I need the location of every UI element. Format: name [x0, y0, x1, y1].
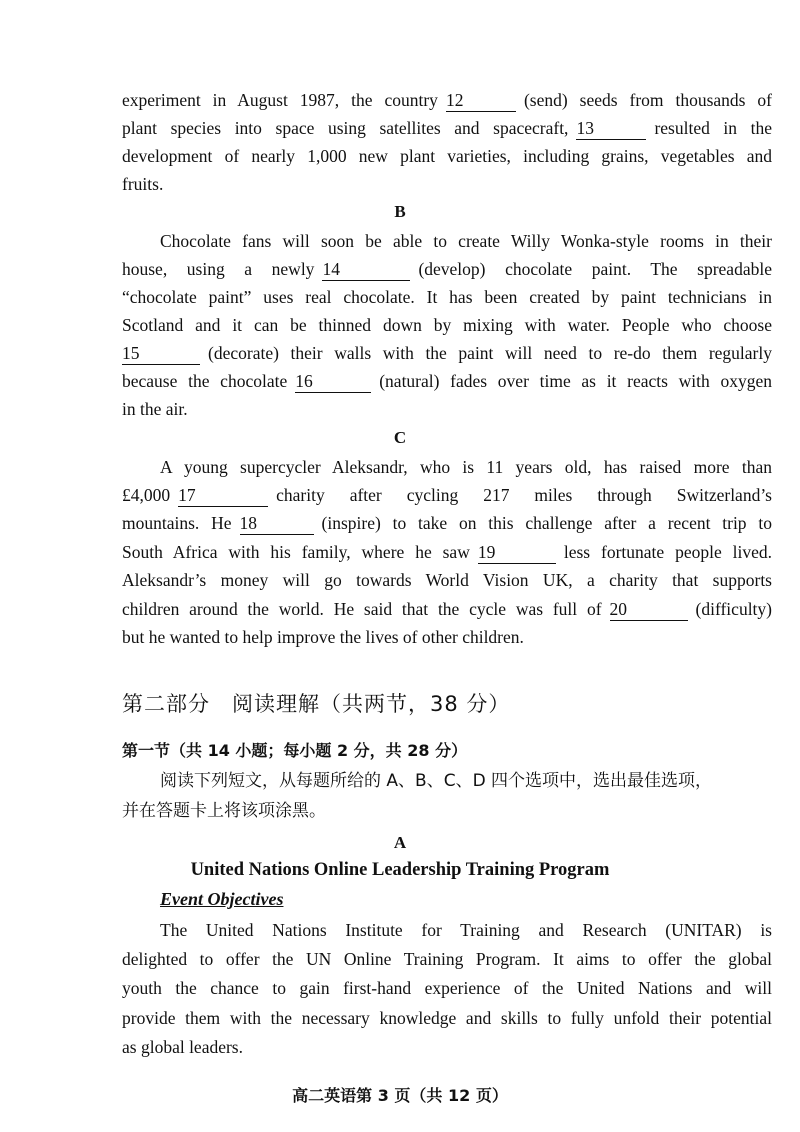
instructions-line-1: 阅读下列短文，从每题所给的 A、B、C、D 四个选项中，选出最佳选项， — [160, 771, 713, 791]
passage-c-line-7: but he wanted to help improve the lives of other children. — [122, 627, 524, 647]
blank-19: 19 — [478, 541, 556, 564]
blank-17: 17 — [178, 484, 268, 507]
article-a-label: A — [393, 833, 407, 852]
article-line-5: as global leaders. — [122, 1037, 243, 1057]
article-title: United Nations Online Leadership Training Program — [190, 860, 610, 880]
page-footer: 高二英语第 3 页（共 12 页） — [292, 1086, 508, 1105]
blank-14: 14 — [322, 258, 410, 281]
section1-heading: 第一节（共 14 小题；每小题 2 分，共 28 分） — [122, 741, 468, 760]
passage-a-line-1: experiment in August 1987, the country 12 (send) seeds from thousands of — [122, 90, 773, 110]
passage-c-label: C — [393, 428, 407, 447]
blank-18: 18 — [240, 512, 314, 535]
article-line-2: delighted to offer the UN Online Training Program. It aims to offer the global — [122, 949, 772, 969]
passage-b-line-3: “chocolate paint” uses real chocolate. It has been created by paint technicians in — [122, 287, 772, 307]
passage-c-line-6: children around the world. He said that the cycle was full of 20 (difficulty) — [122, 599, 772, 619]
passage-a-line-4: fruits. — [122, 174, 164, 194]
passage-b-line-1: Chocolate fans will soon be able to create Willy Wonka-style rooms in their — [160, 231, 772, 251]
blank-15: 15 — [122, 342, 200, 365]
passage-b-line-7: in the air. — [122, 399, 188, 419]
event-objectives-subheading: Event Objectives — [160, 889, 284, 909]
blank-13: 13 — [576, 117, 646, 140]
passage-b-line-4: Scotland and it can be thinned down by mixing with water. People who choose — [122, 315, 772, 335]
part2-heading: 第二部分 阅读理解（共两节，38 分） — [122, 692, 511, 716]
instructions-line-2: 并在答题卡上将该项涂黑。 — [122, 801, 326, 821]
passage-c-line-4: South Africa with his family, where he saw 19 less fortunate people lived. — [122, 542, 772, 562]
passage-a-line-2: plant species into space using satellites and spacecraft, 13 resulted in the — [122, 118, 772, 138]
article-line-3: youth the chance to gain first-hand experience of the United Nations and will — [122, 978, 772, 998]
passage-b-line-2: house, using a newly 14 (develop) chocolate paint. The spreadable — [122, 259, 772, 279]
blank-12: 12 — [446, 89, 516, 112]
passage-b-line-5: 15 (decorate) their walls with the paint will need to re-do them regularly — [122, 343, 772, 363]
passage-c-line-2: £4,000 17 charity after cycling 217 miles through Switzerland’s — [122, 485, 772, 505]
blank-20: 20 — [610, 598, 688, 621]
article-line-1: The United Nations Institute for Training and Research (UNITAR) is — [160, 920, 772, 940]
passage-a-line-3: development of nearly 1,000 new plant varieties, including grains, vegetables and — [122, 146, 772, 166]
blank-16: 16 — [295, 370, 371, 393]
passage-b-label: B — [394, 202, 406, 221]
passage-b-line-6: because the chocolate 16 (natural) fades over time as it reacts with oxygen — [122, 371, 772, 391]
article-line-4: provide them with the necessary knowledge and skills to fully unfold their potential — [122, 1008, 772, 1028]
passage-c-line-5: Aleksandr’s money will go towards World Vision UK, a charity that supports — [122, 570, 772, 590]
passage-c-line-3: mountains. He 18 (inspire) to take on this challenge after a recent trip to — [122, 513, 772, 533]
passage-c-line-1: A young supercycler Aleksandr, who is 11 years old, has raised more than — [160, 457, 772, 477]
